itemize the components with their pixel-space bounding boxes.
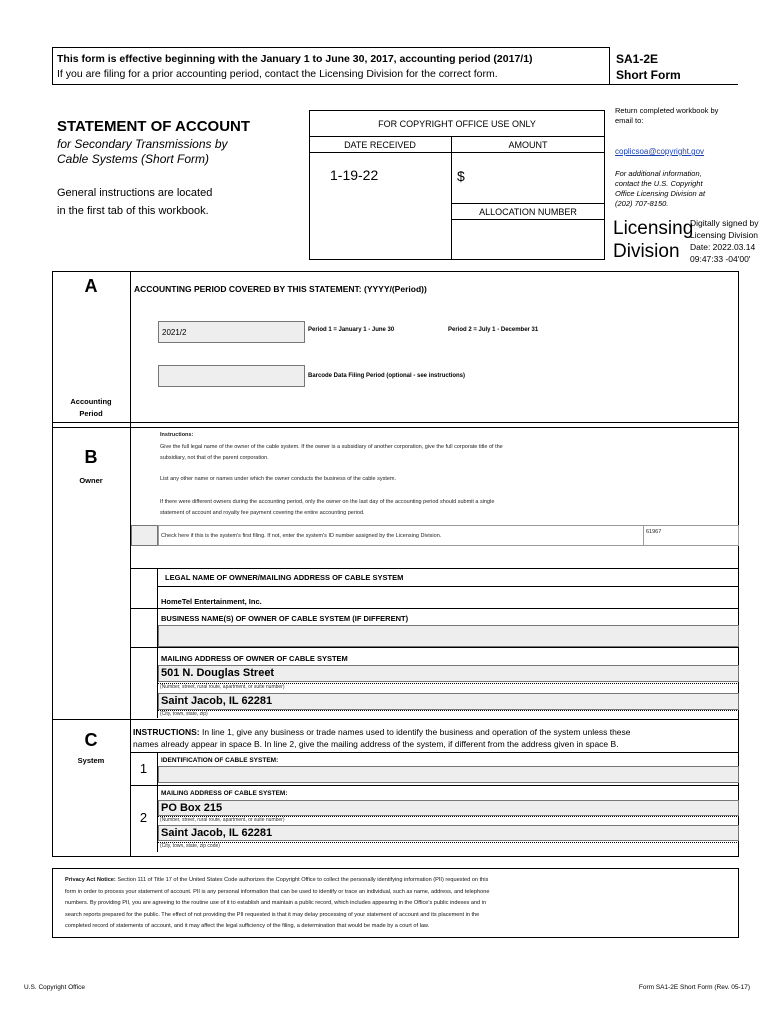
signature-name-1: Licensing (613, 218, 694, 239)
signature-text-2: Licensing Division (690, 230, 759, 240)
first-filing-text: Check here if this is the system's first filing. If not, enter the system's ID number assigned by the Licensing Division. (161, 533, 442, 539)
legal-name-label: LEGAL NAME OF OWNER/MAILING ADDRESS OF CABLE SYSTEM (165, 573, 404, 582)
signature-name-2: Division (613, 241, 680, 262)
effective-notice-line1: This form is effective beginning with the January 1 to June 30, 2017, accounting period (2017/1) (57, 53, 533, 65)
accounting-period-value: 2021/2 (162, 328, 187, 337)
owner-city-value: Saint Jacob, IL 62281 (161, 695, 273, 707)
system-city-caption: (City, town, state, zip code) (160, 843, 220, 849)
privacy-notice (65, 875, 489, 933)
legal-name-value[interactable]: HomeTel Entertainment, Inc. (161, 597, 262, 606)
business-names-label: BUSINESS NAME(S) OF OWNER OF CABLE SYSTEM (IF DIFFERENT) (161, 614, 409, 623)
barcode-filing-period-input[interactable] (158, 365, 305, 387)
system-street-value: PO Box 215 (161, 802, 223, 814)
section-c-instructions (133, 726, 631, 750)
signature-text-4: 09:47:33 -04'00' (690, 254, 751, 264)
privacy-notice-title: Privacy Act Notice: (65, 877, 116, 883)
page-subtitle-2: Cable Systems (Short Form) (57, 152, 210, 166)
office-use-heading: FOR COPYRIGHT OFFICE USE ONLY (378, 119, 536, 129)
contact-info-3: Office Licensing Division at (615, 189, 706, 198)
date-received-value: 1-19-22 (330, 167, 379, 183)
signature-text-1: Digitally signed by (690, 218, 759, 228)
period-1-note: Period 1 = January 1 - June 30 (308, 327, 395, 333)
section-b-instructions-title: Instructions: (160, 432, 194, 438)
system-street-input[interactable] (158, 800, 739, 816)
section-c-instr-line1: In line 1, give any business or trade names used to identify the business and operation of the system unless these (199, 727, 631, 737)
contact-info-2: contact the U.S. Copyright (615, 179, 703, 188)
general-instructions-2: in the first tab of this workbook. (57, 205, 209, 217)
office-use-box (309, 110, 605, 260)
form-code: SA1-2E (616, 52, 659, 66)
system-mailing-label: MAILING ADDRESS OF CABLE SYSTEM: (161, 790, 288, 797)
email-link[interactable]: coplicsoa@copyright.gov (615, 147, 705, 156)
privacy-line-5: completed record of statements of account, and it may affect the legal sufficiency of the filing, a determination that would be made by a court of law. (65, 923, 430, 929)
section-b-label: Owner (79, 476, 103, 485)
system-street-caption: (Number, street, rural route, apartment, or suite number) (160, 817, 285, 823)
privacy-line-4: search reports prepared for the public. The effect of not providing the PII requested is that it may delay processing of your statement of account and its placement in the (65, 911, 480, 918)
line-2-number: 2 (139, 810, 148, 825)
section-a-heading: ACCOUNTING PERIOD COVERED BY THIS STATEMENT: (YYYY/(Period)) (134, 284, 427, 294)
privacy-line-1: Section 111 of Title 17 of the United States Code authorizes the Copyright Office to collect the personally identifying information (PII) requested on this (115, 877, 489, 883)
system-identification-input[interactable] (158, 766, 739, 783)
section-b-letter: B (84, 447, 98, 467)
date-received-label: DATE RECEIVED (344, 140, 416, 150)
owner-street-caption: (Number, street, rural route, apartment, or suite number) (160, 684, 285, 690)
amount-value: $ (457, 168, 465, 184)
page-subtitle-1: for Secondary Transmissions by (57, 137, 228, 151)
page-title: STATEMENT OF ACCOUNT (57, 118, 251, 135)
section-b-instr-2: List any other name or names under which the owner conducts the business of the cable system. (160, 476, 397, 482)
section-c-letter: C (84, 730, 98, 750)
header-rule (610, 84, 738, 85)
owner-city-caption: (City, town, state, zip) (160, 711, 208, 717)
effective-notice-line2: If you are filing for a prior accounting period, contact the Licensing Division for the correct form. (57, 68, 498, 80)
system-city-value: Saint Jacob, IL 62281 (161, 827, 273, 839)
line-1-number: 1 (139, 761, 148, 776)
mailing-address-label: MAILING ADDRESS OF OWNER OF CABLE SYSTEM (161, 654, 348, 663)
section-c-instr-bold: INSTRUCTIONS: (133, 727, 200, 737)
general-instructions-1: General instructions are located (57, 187, 213, 199)
contact-info-4: (202) 707-8150. (615, 199, 669, 208)
section-b-instr-1a: Give the full legal name of the owner of the cable system. If the owner is a subsidiary of another corporation, give the full corporate title of the (160, 444, 503, 450)
section-c-instr-line2: names already appear in space B. In line 2, give the mailing address of the system, if different from the address given in space B. (133, 739, 619, 749)
privacy-line-3: numbers. By providing PII, you are agreeing to the routine use of it to establish and maintain a public record, which includes appearing in the Office's public indexes and in (65, 900, 487, 906)
section-b-instr-3b: statement of account and royalty fee payment covering the entire accounting period. (160, 510, 365, 516)
allocation-number-label: ALLOCATION NUMBER (479, 207, 577, 217)
system-id-value: 61967 (646, 529, 662, 535)
section-b-instr-1b: subsidiary, not that of the parent corporation. (160, 455, 269, 461)
signature-text-3: Date: 2022.03.14 (690, 242, 756, 252)
system-identification-label: IDENTIFICATION OF CABLE SYSTEM: (161, 757, 279, 764)
privacy-line-2: form in order to process your statement of account. PII is any personal information that can be used to identify or trace an individual, such as name, address, and telephone (65, 888, 490, 895)
barcode-filing-period-label: Barcode Data Filing Period (optional - see instructions) (308, 373, 466, 379)
footer-left: U.S. Copyright Office (24, 984, 85, 991)
footer-right: Form SA1-2E Short Form (Rev. 05-17) (638, 984, 750, 991)
owner-street-value: 501 N. Douglas Street (161, 667, 275, 679)
section-a-label-1: Accounting (70, 397, 112, 406)
contact-info-1: For additional information, (615, 169, 702, 178)
section-c-label: System (77, 756, 105, 765)
section-b-instr-3a: If there were different owners during the accounting period, only the owner on the last day of the accounting period should submit a single (160, 499, 495, 505)
section-a-label-2: Period (79, 409, 103, 418)
return-text-2: email to: (615, 116, 644, 125)
business-names-input[interactable] (158, 625, 739, 647)
return-text-1: Return completed workbook by (615, 106, 719, 115)
form-type: Short Form (616, 68, 681, 82)
first-filing-checkbox[interactable] (131, 525, 158, 546)
period-2-note: Period 2 = July 1 - December 31 (448, 327, 539, 333)
section-a-letter: A (84, 276, 98, 296)
amount-label: AMOUNT (508, 140, 548, 150)
